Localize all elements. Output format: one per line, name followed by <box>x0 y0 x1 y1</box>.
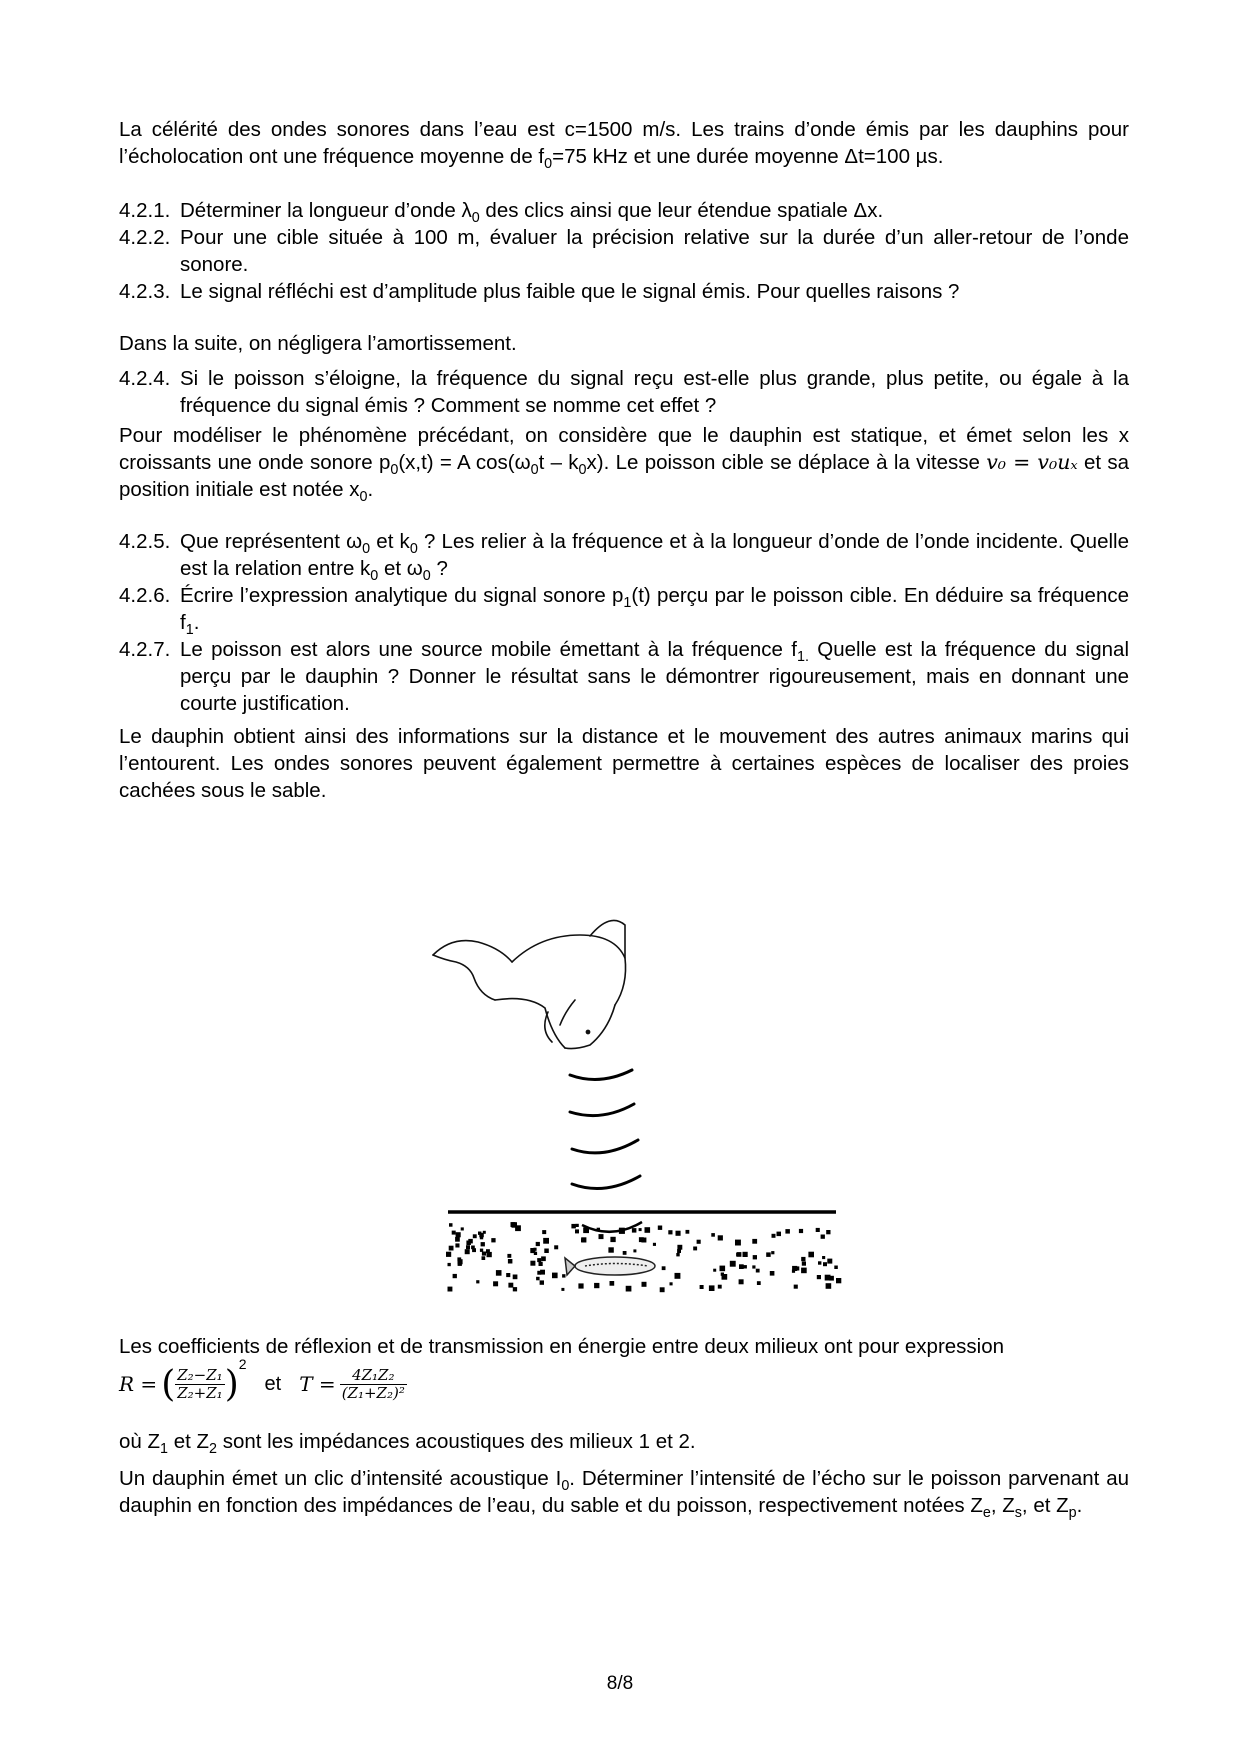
sand-dot <box>709 1285 715 1291</box>
sand-dot <box>676 1231 681 1236</box>
sand-dot <box>508 1259 513 1264</box>
sand-dot <box>539 1262 543 1266</box>
sand-dot <box>668 1230 672 1234</box>
sand-dot <box>770 1271 775 1276</box>
sand-dot <box>554 1245 558 1249</box>
sand-dot <box>508 1283 513 1288</box>
sand-dot <box>660 1287 665 1292</box>
sand-dot <box>713 1269 716 1272</box>
sand-dot <box>482 1256 486 1260</box>
sand-dot <box>834 1266 838 1270</box>
sand-dot <box>493 1281 498 1286</box>
sand-dot <box>801 1257 805 1261</box>
sand-dot <box>785 1229 790 1234</box>
sand-dot <box>766 1252 771 1257</box>
question-4-2-3: 4.2.3. Le signal réfléchi est d’amplitude plus faible que le signal émis. Pour quelles raisons ? <box>119 280 960 303</box>
sand-dot <box>823 1262 827 1266</box>
intro-paragraph: La célérité des ondes sonores dans l’eau est c=1500 m/s. Les trains d’onde émis par les dauphins pour l’écholocation ont une fréquence moyenne de $f_0=75$ kHz et une durée moyenne Δt=100 µs. <box>119 118 1129 173</box>
sand-dot <box>739 1279 744 1284</box>
question-4-2-2: 4.2.2. Pour une cible située à 100 m, évaluer la précision relative sur la durée d’un aller-retour de l’onde sonore. <box>119 226 1129 276</box>
model-paragraph: Pour modéliser le phénomène précédant, on considère que le dauphin est statique, et émet selon les x croissants une onde sonore $p_0(x,t) = A$ $\cos(\omega_0t - k_0x)$. Le poisson cible se déplace à la vitesse v₀ = v₀uₓ et sa position initiale est notée $x_0$. <box>119 424 1130 506</box>
sand-dot <box>487 1252 492 1257</box>
sand-dot <box>753 1255 757 1259</box>
sand-dot <box>468 1239 473 1244</box>
sand-dot <box>562 1274 565 1277</box>
sand-dot <box>802 1262 806 1266</box>
sand-dot <box>700 1285 704 1289</box>
sand-dot <box>544 1249 549 1254</box>
sand-dot <box>639 1237 644 1242</box>
sand-dot <box>455 1237 460 1242</box>
sand-dot <box>718 1285 722 1289</box>
sand-dot <box>743 1252 748 1257</box>
sand-dot <box>730 1261 736 1267</box>
sand-dot <box>816 1228 820 1232</box>
question-4-2-6: 4.2.6. Écrire l’expression analytique du signal sonore $p_1(t)$ perçu par le poisson cible. En déduire sa fréquence $f_1$. <box>119 584 1130 639</box>
sand-dot <box>453 1274 457 1278</box>
damping-note: Dans la suite, on négligera l’amortissement. <box>119 332 517 355</box>
sand-dot <box>594 1283 599 1288</box>
sand-dot <box>476 1280 479 1283</box>
question-4-2-1: 4.2.1. Déterminer la longueur d’onde $\lambda_0$ des clics ainsi que leur étendue spatiale Δx. <box>119 199 884 227</box>
coefficients-formula: R = ( $\frac{\text{Z₂−Z₁}}{\text{Z₂+Z₁}}$ ) 2 et T = $\frac{\text{4Z₁Z₂}}{\text{(Z₁+Z₂)²}}$ <box>119 1356 405 1405</box>
sand-dot <box>571 1224 576 1229</box>
sand-dot <box>496 1270 502 1276</box>
sand-dot <box>575 1229 579 1233</box>
sand-dot <box>506 1273 510 1277</box>
sand-dot <box>777 1232 782 1237</box>
sand-dot <box>491 1238 495 1242</box>
sand-particles <box>446 1222 841 1292</box>
sand-dot <box>639 1228 642 1231</box>
sand-dot <box>472 1248 476 1252</box>
sand-dot <box>610 1281 615 1286</box>
sand-dot <box>448 1263 451 1266</box>
sand-dot <box>465 1249 470 1254</box>
sand-dot <box>642 1282 647 1287</box>
question-4-2-7: 4.2.7. Le poisson est alors une source mobile émettant à la fréquence $f_{1.}$ Quelle est la fréquence du signal perçu par le dauphin ? Donner le résultat sans le démontrer rigoureusement, mais en donnant une courte justification. <box>119 638 1130 715</box>
sand-dot <box>542 1230 546 1234</box>
sand-dot <box>478 1232 481 1235</box>
page-number: 8/8 <box>606 1673 634 1694</box>
sand-dot <box>599 1234 604 1239</box>
sand-dot <box>676 1253 679 1256</box>
sand-dot <box>534 1248 537 1251</box>
sand-dot <box>718 1235 723 1240</box>
sand-dot <box>458 1259 463 1264</box>
sand-dot <box>711 1233 715 1237</box>
coefficients-block <box>119 1333 1129 1522</box>
sand-dot <box>817 1275 821 1279</box>
sand-dot <box>670 1282 673 1285</box>
sand-dot <box>537 1258 541 1262</box>
sand-dot <box>772 1234 776 1238</box>
sand-dot <box>513 1275 518 1280</box>
sand-dot <box>578 1283 583 1288</box>
sand-dot <box>744 1265 747 1268</box>
sand-dot <box>826 1230 830 1234</box>
sand-dot <box>466 1245 470 1249</box>
question-4-2-5: 4.2.5. Que représentent $\omega_0$ et $k_0$ ? Les relier à la fréquence et à la longueur d’onde de l’onde incidente. Quelle est la relation entre $k_0$ et $\omega_0$ ? <box>119 530 1129 585</box>
sand-dot <box>583 1227 589 1233</box>
sand-dot <box>483 1231 486 1234</box>
sand-dot <box>792 1266 797 1271</box>
sand-dot <box>530 1261 535 1266</box>
sand-dot <box>752 1239 757 1244</box>
sand-dot <box>473 1234 477 1238</box>
sand-dot <box>822 1256 825 1259</box>
sand-dot <box>736 1253 740 1257</box>
sound-wave-arcs <box>570 1070 640 1189</box>
sand-dot <box>825 1275 831 1281</box>
sand-dot <box>836 1278 841 1283</box>
sand-dot <box>561 1288 564 1291</box>
sand-dot <box>721 1273 724 1276</box>
conclusion-paragraph: Le dauphin obtient ainsi des informations sur la distance et le mouvement des autres animaux marins qui l’entourent. Les ondes sonores peuvent également permettre à certaines espèces de localiser des proies cachées sous le sable. <box>119 725 1129 802</box>
sand-dot <box>739 1264 744 1269</box>
sand-dot <box>449 1246 454 1251</box>
sand-dot <box>610 1237 615 1242</box>
sand-dot <box>581 1238 585 1242</box>
sand-dot <box>808 1252 814 1258</box>
sand-dot <box>536 1242 540 1246</box>
sand-dot <box>827 1259 832 1264</box>
sand-dot <box>480 1249 483 1252</box>
sand-dot <box>481 1242 485 1246</box>
question-4-2-4: 4.2.4. Si le poisson s’éloigne, la fréquence du signal reçu est-elle plus grande, plus petite, ou égale à la fréquence du signal émis ? Comment se nomme cet effet ? <box>119 367 1129 417</box>
sand-dot <box>826 1283 832 1289</box>
coefficients-intro: Les coefficients de réflexion et de transmission en énergie entre deux milieux ont pour expression <box>119 1335 1005 1358</box>
sand-dot <box>675 1273 681 1279</box>
sand-dot <box>720 1266 726 1272</box>
final-question: Un dauphin émet un clic d’intensité acoustique $I_0$. Déterminer l’intensité de l’écho sur le poisson parvenant au dauphin en fonction des impédances de l’eau, du sable et du poisson, respectivement notées $Z_e$, $Z_s$, et $Z_p$. <box>119 1467 1129 1522</box>
sand-dot <box>449 1223 453 1227</box>
sand-dot <box>633 1249 636 1252</box>
sand-dot <box>507 1254 511 1258</box>
sand-dot <box>697 1240 701 1244</box>
sand-dot <box>541 1256 546 1261</box>
sand-dot <box>461 1227 464 1230</box>
sand-dot <box>757 1281 761 1285</box>
sand-dot <box>576 1224 579 1227</box>
sand-dot <box>632 1228 637 1233</box>
sand-dot <box>801 1268 807 1274</box>
sand-dot <box>543 1238 549 1244</box>
sand-dot <box>482 1252 486 1256</box>
sand-dot <box>752 1265 755 1268</box>
sand-dot <box>799 1229 803 1233</box>
sand-dot <box>686 1230 690 1234</box>
sand-dot <box>653 1243 656 1246</box>
sand-dot <box>818 1261 821 1264</box>
impedance-note: où $Z_1$ et $Z_2$ sont les impédances acoustiques des milieux 1 et 2. <box>119 1430 696 1458</box>
sand-dot <box>455 1243 459 1247</box>
sand-dot <box>693 1247 697 1251</box>
sand-dot <box>536 1277 540 1281</box>
sand-dot <box>456 1232 461 1237</box>
sand-dot <box>608 1247 613 1252</box>
sand-dot <box>513 1287 517 1291</box>
sand-dot <box>540 1280 544 1284</box>
sand-dot <box>794 1285 798 1289</box>
sand-dot <box>756 1269 760 1273</box>
sand-dot <box>619 1228 625 1234</box>
sand-dot <box>626 1286 632 1292</box>
sand-dot <box>771 1251 774 1254</box>
sand-dot <box>480 1236 483 1239</box>
sand-dot <box>623 1251 627 1255</box>
sand-dot <box>446 1252 451 1257</box>
sand-dot <box>821 1235 825 1239</box>
sand-dot <box>658 1226 662 1230</box>
sand-dot <box>677 1245 682 1250</box>
sand-dot <box>452 1231 456 1235</box>
velocity-vector: v₀ = v₀uₓ <box>986 450 1078 474</box>
sand-dot <box>540 1270 545 1275</box>
sand-dot <box>735 1240 741 1246</box>
sand-dot <box>662 1266 666 1270</box>
sand-dot <box>512 1222 518 1228</box>
sand-dot <box>645 1227 651 1233</box>
sand-dot <box>597 1228 600 1231</box>
sand-dot <box>552 1273 558 1279</box>
sand-dot <box>448 1287 453 1292</box>
buried-fish <box>565 1257 655 1275</box>
dolphin-drawing <box>433 920 626 1048</box>
